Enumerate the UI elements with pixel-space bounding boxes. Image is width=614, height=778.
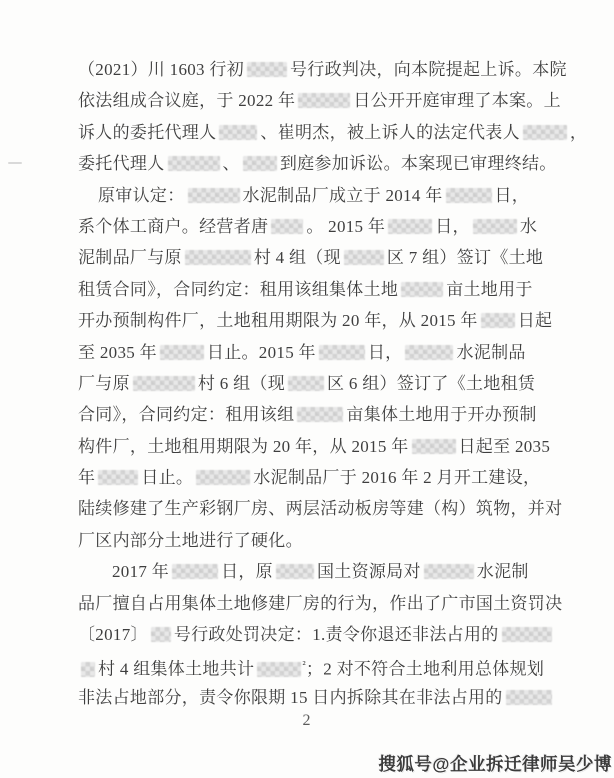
redaction-block <box>243 156 277 171</box>
redaction-block <box>98 470 138 485</box>
redaction-block <box>502 627 552 642</box>
line-text: 非法占地部分，责令你限期 15 日内拆除其在非法占用的 <box>78 687 503 707</box>
line-text: 日起至 2035 <box>458 436 551 456</box>
redaction-block <box>172 564 218 579</box>
redaction-block <box>219 125 257 140</box>
line-text: 合同》，合同约定：租用该组 <box>78 405 295 425</box>
line-text: ；2 对不符合土地利用总体规划 <box>305 660 545 680</box>
page-number: 2 <box>302 712 312 729</box>
line-text: 厂区内部分土地进行了硬化。 <box>78 530 303 550</box>
watermark-sohu-account: 搜狐号@企业拆迁律师吴少博 <box>378 754 612 774</box>
redaction-block <box>319 345 365 360</box>
document-line <box>78 211 570 242</box>
document-line <box>78 650 570 681</box>
redaction-block <box>481 313 515 328</box>
line-text: 日止。 <box>141 468 194 488</box>
line-text: 水泥制品厂成立于 2014 年 <box>242 185 443 205</box>
redaction-block <box>473 219 517 234</box>
line-text: 〔2017〕 <box>78 625 148 645</box>
document-line <box>78 462 570 493</box>
line-text: 至 2035 年 <box>78 342 157 362</box>
document-line <box>78 337 570 368</box>
line-text: 。 2015 年 <box>306 216 386 236</box>
redaction-block <box>405 345 453 360</box>
line-text: 村 4 组集体土地共计 <box>98 660 255 680</box>
scan-artifact-speck <box>8 162 22 164</box>
line-text: 区 7 组）签订《土地 <box>386 248 544 268</box>
redaction-block <box>257 662 301 677</box>
redaction-block <box>424 564 474 579</box>
redaction-block <box>297 407 343 422</box>
line-text: 日，原 <box>221 562 273 582</box>
document-line <box>78 525 570 556</box>
document-line <box>78 305 570 336</box>
line-text: 水泥制 <box>476 562 529 582</box>
redaction-block <box>133 376 195 391</box>
line-text: 构件厂，土地租用期限为 20 年，从 2015 年 <box>78 436 409 456</box>
line-text: 村 6 组（现 <box>197 373 286 393</box>
line-text: 、崔明杰，被上诉人的法定代表人 <box>260 122 520 142</box>
document-line <box>78 54 570 85</box>
document-line <box>78 274 570 305</box>
line-text: 系个体工商户。经营者唐 <box>78 216 269 236</box>
document-line <box>78 493 570 524</box>
document-line <box>78 588 570 619</box>
line-text: 、 <box>222 154 240 174</box>
line-text: 日， <box>435 216 470 236</box>
document-line <box>78 431 570 462</box>
line-text: 国土资源局对 <box>316 562 421 582</box>
line-text: 泥制品厂与原 <box>78 248 182 268</box>
line-text: 日止。2015 年 <box>206 342 316 362</box>
line-text: 日公开开庭审理了本案。上 <box>353 91 561 111</box>
redaction-block <box>401 282 443 297</box>
line-text: 亩集体土地用于开办预制 <box>346 405 537 425</box>
document-line <box>78 399 570 430</box>
document-line <box>78 556 570 587</box>
line-text: 开办预制构件厂，土地租用期限为 20 年，从 2015 年 <box>78 311 478 331</box>
redaction-block <box>185 250 251 265</box>
line-text: 诉人的委托代理人 <box>78 122 217 142</box>
line-text: 陆续修建了生产彩钢厂房、两层活动板房等建（构）筑物，并对 <box>78 499 563 519</box>
line-text: 日， <box>494 185 530 205</box>
document-lines <box>78 54 588 713</box>
document-line <box>78 117 588 148</box>
redaction-block <box>160 345 204 360</box>
line-text: 依法组成合议庭，于 2022 年 <box>78 91 296 111</box>
redaction-block <box>188 188 240 203</box>
line-text: 到庭参加诉讼。本案现已审理终结。 <box>279 154 557 174</box>
document-line <box>78 148 570 179</box>
redaction-block <box>506 690 552 705</box>
redaction-block <box>298 93 350 108</box>
line-text: 水 <box>519 216 538 236</box>
document-line <box>78 85 570 116</box>
line-text: 租赁合同》，合同约定：租用该组集体土地 <box>78 279 399 299</box>
document-line <box>78 619 570 650</box>
document-line <box>78 242 570 273</box>
line-text: 厂与原 <box>78 373 130 393</box>
redaction-block <box>81 662 95 677</box>
document-line <box>78 180 570 211</box>
redaction-block <box>523 125 567 140</box>
line-text: ， <box>569 122 588 142</box>
line-text: 日起 <box>517 311 553 331</box>
redaction-block <box>388 219 432 234</box>
line-text: 号行政判决，向本院提起上诉。本院 <box>290 60 567 79</box>
document-line <box>78 682 570 713</box>
redaction-block <box>288 376 324 391</box>
line-text: 亩土地用于 <box>446 279 533 299</box>
redaction-block <box>247 62 287 77</box>
line-text: 水泥制品 <box>456 342 526 362</box>
redaction-block <box>151 627 171 642</box>
line-text: 水泥制品厂于 2016 年 2 月开工建设， <box>253 468 541 488</box>
line-text: 村 4 组（现 <box>253 248 341 268</box>
line-text: 年 <box>78 468 96 488</box>
redaction-block <box>344 250 384 265</box>
line-text: ² <box>302 659 306 672</box>
line-text: 日， <box>367 342 403 362</box>
line-text: 原审认定： <box>98 185 185 205</box>
line-text: 号行政处罚决定：1.责令你退还非法占用的 <box>173 625 499 645</box>
line-text: 品厂擅自占用集体土地修建厂房的行为，作出了广市国土资罚决 <box>78 593 563 613</box>
redaction-block <box>168 156 220 171</box>
redaction-block <box>276 564 314 579</box>
line-text: （2021）川 1603 行初 <box>78 60 244 79</box>
redaction-block <box>271 219 303 234</box>
redaction-block <box>446 188 492 203</box>
line-text: 委托代理人 <box>78 154 165 174</box>
redaction-block <box>412 439 456 454</box>
redaction-block <box>196 470 250 485</box>
line-text: 2017 年 <box>112 562 170 582</box>
line-text: 区 6 组）签订了《土地租赁 <box>327 373 536 393</box>
document-line <box>78 368 570 399</box>
